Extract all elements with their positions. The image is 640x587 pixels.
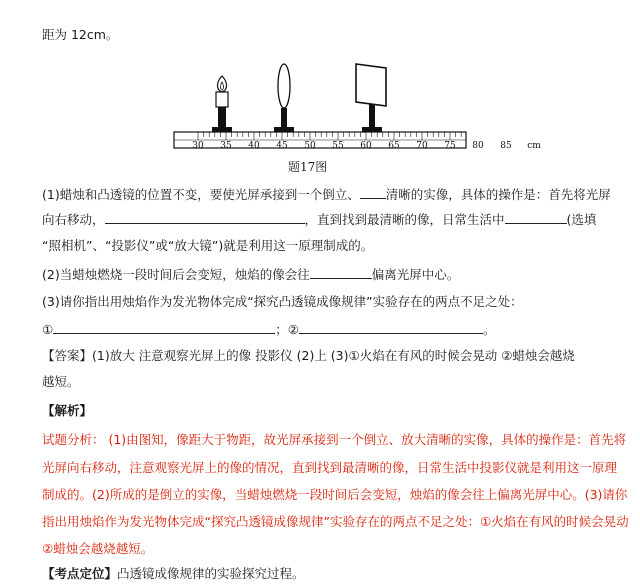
analysis-line3: 制成的。(2)所成的是倒立的实像，当蜡烛燃烧一段时间后会变短，烛焰的像会往上偏离光屏中心。(3)请你 <box>42 487 628 502</box>
q3-line1: (3)请你指出用烛焰作为发光物体完成“探究凸透镜成像规律”实验存在的两点不足之处： <box>42 294 523 309</box>
kaodian-text: 凸透镜成像规律的实验探究过程。 <box>117 566 305 581</box>
intro-text: 距为 12cm。 <box>42 27 119 42</box>
kaodian-line <box>42 566 305 582</box>
ruler-label: 40 <box>248 141 260 151</box>
kaodian-label: 【考点定位】 <box>42 566 118 581</box>
analysis-line4: 指出用烛焰作为发光物体完成“探究凸透镜成像规律”实验存在的两点不足之处：①火焰在有风的时候会晃动 <box>42 514 629 529</box>
q3-line2 <box>42 321 495 338</box>
analysis-line2: 光屏向右移动，注意观察光屏上的像的情况，直到找到最清晰的像，日常生活中投影仪就是利用这一原理 <box>42 460 618 475</box>
q1-text-d: ，直到找到最清晰的像，日常生活中 <box>304 212 505 227</box>
ruler-label: 65 <box>388 141 400 151</box>
ruler-label: 45 <box>276 141 288 151</box>
convex-lens-icon <box>274 64 294 132</box>
q1-blank-3[interactable] <box>505 211 567 224</box>
q2-text-b: 偏离光屏中心。 <box>371 267 460 282</box>
figure-caption: 题17图 <box>288 160 328 174</box>
answer-line1: 【答案】(1)放大 注意观察光屏上的像 投影仪 (2)上 (3)①火焰在有风的时候会晃动 ②蜡烛会越烧 <box>42 348 575 363</box>
q2-line <box>42 266 459 283</box>
q1-text-b: 清晰的实像，具体的操作是：首先将光屏 <box>385 187 611 202</box>
q1-line2 <box>42 211 596 228</box>
q2-text-a: (2)当蜡烛燃烧一段时间后会变短，烛焰的像会往 <box>42 267 310 282</box>
ruler-label: 75 <box>444 141 456 151</box>
q3-mark-1: ① <box>42 322 54 337</box>
q1-line1 <box>42 186 611 203</box>
answer-line2: 越短。 <box>42 374 80 389</box>
light-screen-icon <box>356 64 386 132</box>
analysis-title: 【解析】 <box>42 403 93 418</box>
q1-text-c: 向右移动， <box>42 212 105 227</box>
ruler-label: cm <box>527 141 541 151</box>
q1-blank-2[interactable] <box>105 211 305 224</box>
ruler-label: 70 <box>416 141 428 151</box>
ruler-label: 80 <box>472 141 484 151</box>
q3-sep: ；② <box>275 322 299 337</box>
ruler-label: 35 <box>220 141 232 151</box>
q1-text-a: (1)蜡烛和凸透镜的位置不变，要使光屏承接到一个倒立、 <box>42 187 360 202</box>
q1-line3: “照相机”、“投影仪”或“放大镜”)就是利用这一原理制成的。 <box>42 238 374 253</box>
q1-text-e: (选填 <box>566 212 597 227</box>
measuring-bench <box>174 132 541 151</box>
analysis-line5: ②蜡烛会越烧越短。 <box>42 541 154 556</box>
q1-blank-1[interactable] <box>360 186 386 199</box>
q3-end: 。 <box>482 322 496 337</box>
q2-blank[interactable] <box>310 266 372 279</box>
ruler-label: 50 <box>304 141 316 151</box>
ruler-label: 85 <box>500 141 512 151</box>
analysis-line1: 试题分析： (1)由图知，像距大于物距，故光屏承接到一个倒立、放大清晰的实像，具体的操作是：首先将 <box>42 432 627 447</box>
ruler-label: 60 <box>360 141 372 151</box>
candle-icon <box>212 76 232 132</box>
ruler-label: 30 <box>192 141 204 151</box>
ruler-label: 55 <box>332 141 344 151</box>
q3-blank-2[interactable] <box>299 321 483 334</box>
q3-blank-1[interactable] <box>53 321 275 334</box>
